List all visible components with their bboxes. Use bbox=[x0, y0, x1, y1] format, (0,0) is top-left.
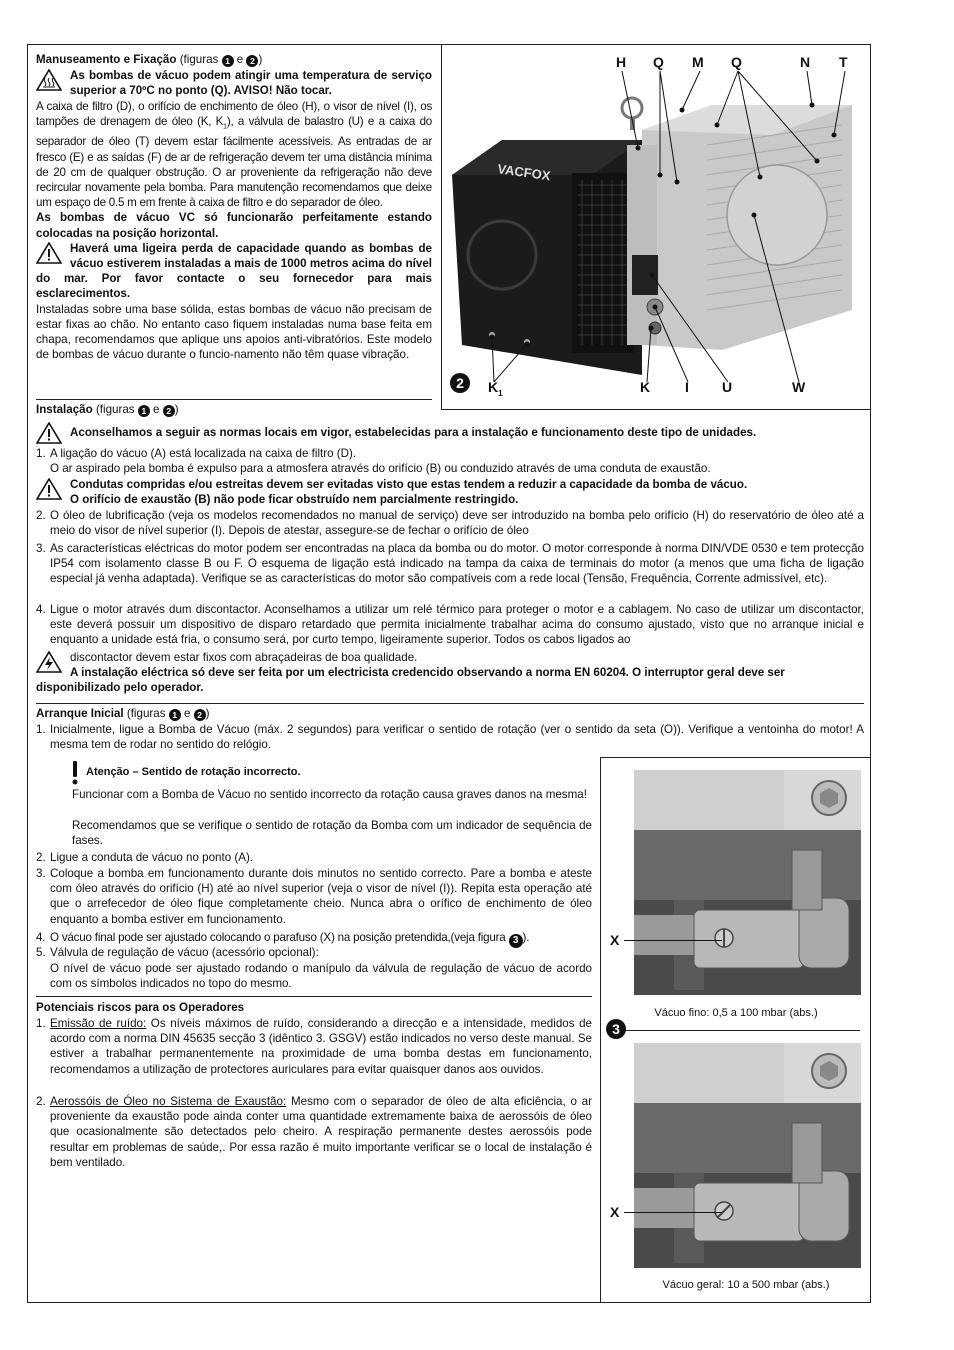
paragraph: A caixa de filtro (D), o orifício de enchimento de óleo (H), o visor de nível (I), os tampões de drenagem de óleo (K, $K_1$), a válvula de balastro (U) e a caixa do separador de óleo (T) devem estar fácilmente acessíveis. As entradas de ar fresco (E) e as saídas (F) de ar de refrigeração devem ter uma distância mínima de 20 cm de qualquer obstrução. O ar proveniente da refrigeração não deve recircular novamente pela bomba. Para manutenção recomendamos que deixe um espaço de 0.5 m em frente à caixa de filtro e do separador de óleo. bbox=[36, 99, 433, 210]
list-item-continuation: O ar aspirado pela bomba é expulso para a atmosfera através do orifício (B) ou conduzido através de uma conduta de exaustão. bbox=[50, 462, 711, 475]
figure-divider bbox=[624, 1030, 860, 1031]
section-title-risks: Potenciais riscos para os Operadores bbox=[36, 1001, 245, 1014]
warning-triangle-icon bbox=[36, 478, 62, 500]
brand-logo: VACFOX bbox=[496, 161, 552, 184]
callout-label-u: U bbox=[722, 379, 733, 395]
hot-surface-warning-icon bbox=[36, 69, 62, 91]
callout-label-n: N bbox=[800, 54, 811, 70]
list-item: 2. Aerossóis de Óleo no Sistema de Exaustão: Mesmo com o separador de óleo de alta eficiência, o ar proveniente da exaustão pode ainda conter uma quantidade extremamente baixa de aerossóis de óleo que ocasionalmente são detectados pelo cheiro. A respiração permanente destes aerossóis pode resultar em problemas de saúde,. Por essa razão é muito importante verificar se o local de instalação é bem ventilado. bbox=[36, 1095, 592, 1169]
list-item: 2. Ligue a conduta de vácuo no ponto (A). bbox=[36, 851, 254, 864]
figure-ref-1: 1 bbox=[222, 55, 234, 67]
figure-ref-2: 2 bbox=[194, 709, 206, 721]
list-item: 2. O óleo de lubrificação (veja os modelos recomendados no manual de serviço) deve ser introduzido na bomba pelo orifício (H) do reservatório de óleo até a meio do visor de nível superior (I). Depois de atestar, assegure-se de fechar o orifício de óleo bbox=[36, 509, 864, 538]
vacuum-pump-illustration bbox=[442, 45, 870, 409]
vacuum-screw-photo bbox=[634, 1043, 861, 1268]
callout-label-t: T bbox=[839, 54, 848, 70]
list-item: 1. Emissão de ruído: Os níveis máximos de ruído, considerando a direcção e a intensidade, medidos de acordo com a norma DIN 45635 secção 3 (idêntico 3. GSGV) estão indicados no verso deste manual. Se estiver a trabalhar permanentemente na proximidade de uma bomba destas em funcionamento, recomendamos a utilização de protectores auriculares para evitar quaisquer danos aos ouvidos. bbox=[36, 1017, 592, 1076]
divider bbox=[36, 996, 592, 997]
callout-label-x: X bbox=[610, 932, 620, 948]
warning-electrical: discontactor devem estar fixos com abraçadeiras de boa qualidade. A instalação eléctrica só deve ser feita por um electricista credencido observando a norma EN 60204. O interruptor geral deve ser disponibilizado pelo operador. bbox=[36, 651, 785, 695]
list-item-continuation: O nível de vácuo pode ser ajustado rodando o manípulo da válvula de regulação de vácuo de acordo com os símbolos indicados no topo do mesmo. bbox=[50, 962, 592, 991]
exclamation-icon bbox=[70, 761, 80, 785]
callout-label-i: I bbox=[685, 379, 689, 395]
list-item: 5. Válvula de regulação de vácuo (acessório opcional): bbox=[36, 946, 319, 959]
figure-ref-3: 3 bbox=[509, 934, 523, 948]
warning-heat: As bombas de vácuo podem atingir uma temperatura de serviço superior a 70ºC no ponto (Q). AVISO! Não tocar. bbox=[36, 68, 432, 98]
callout-label-k: K bbox=[640, 379, 651, 395]
figure-divider bbox=[600, 757, 601, 1303]
section-title: Manuseamento e Fixação (figuras 1 e 2 ) bbox=[36, 53, 263, 66]
caption-fine-vacuum: Vácuo fino: 0,5 a 100 mbar (abs.) bbox=[654, 1007, 818, 1019]
callout-label-h: H bbox=[616, 54, 627, 70]
figure-3-photo-fine-vacuum bbox=[634, 770, 861, 995]
callout-label-m: M bbox=[692, 54, 704, 70]
paragraph-horizontal: As bombas de vácuo VC só funcionarão perfeitamente estando colocadas na posição horizontal. bbox=[36, 211, 432, 240]
figure-number-3: 3 bbox=[606, 1019, 626, 1039]
figure-divider bbox=[600, 757, 871, 758]
figure-ref-1: 1 bbox=[169, 709, 181, 721]
warning-ducts: Condutas compridas e/ou estreitas devem ser evitadas visto que estas tendem a reduzir a capacidade da bomba de vácuo. O orifício de exaustão (B) não pode ficar obstruído nem parcialmente restringido. bbox=[36, 477, 864, 507]
callout-label-q: Q bbox=[653, 54, 664, 70]
callout-line bbox=[624, 1212, 722, 1213]
callout-label-k1: $K_1$ bbox=[488, 379, 503, 398]
list-item: 4. Ligue o motor através dum discontactor. Aconselhamos a utilizar um relé térmico para proteger o motor e a cablagem. No caso de utilizar um discontactor, este deverá possuir um dispositivo de disparo retardado que permita inicialmente trabalhar acima do consumo ajustado, visto que no arranque inicial e enquanto a unidade está fria, o consumo será, por curto tempo, ligeiramente superior. Todos os cabos ligados ao bbox=[36, 603, 864, 647]
list-item: 1. A ligação do vácuo (A) está localizada na caixa de filtro (D). bbox=[36, 447, 357, 460]
figure-number-2: 2 bbox=[450, 373, 470, 393]
callout-line bbox=[624, 940, 722, 941]
callout-label-w: W bbox=[792, 379, 806, 395]
figure-ref-1: 1 bbox=[138, 405, 150, 417]
warning-norms: Aconselhamos a seguir as normas locais em vigor, estabelecidas para a instalação e funcionamento deste tipo de unidades. bbox=[36, 421, 864, 444]
list-item: 3. Coloque a bomba em funcionamento durante dois minutos no sentido correcto. Pare a bomba e ateste com óleo através do orifício (H) até ao nível superior (veja o visor de nível (I)). Repita esta operação até que o arrefecedor de óleo fique completamente cheio. Nunca abra o orífico de enchimento de óleo enquanto a bomba estiver em funcionamento. bbox=[36, 867, 592, 926]
callout-label-q: Q bbox=[731, 54, 742, 70]
figure-2-pump-photo bbox=[442, 45, 870, 409]
list-item: 1. Inicialmente, ligue a Bomba de Vácuo (máx. 2 segundos) para verificar o sentido de rotação (ver o sentido da seta (O)). Verifique a ventoinha do motor! A mesma tem de rodar no sentido do relógio. bbox=[36, 723, 864, 752]
warning-triangle-icon bbox=[36, 242, 62, 264]
figure-ref-2: 2 bbox=[163, 405, 175, 417]
section-handling bbox=[36, 52, 432, 362]
paragraph-vibration: Instaladas sobre uma base sólida, estas bombas de vácuo não precisam de estar fixas ao chão. No entanto caso fiquem instaladas numa base feita em chapa, recomendamos que aplique uns apoios anti-vibratórios. Este modelo de bombas de vácuo durante o funcio-namento não têm quase vibração. bbox=[36, 302, 432, 362]
figure-ref-2: 2 bbox=[246, 55, 258, 67]
list-item: 4. O vácuo final pode ser ajustado colocando o parafuso (X) na posição pretendida,(veja figura 3 ). bbox=[36, 931, 530, 946]
electrical-hazard-icon bbox=[36, 651, 62, 673]
warning-triangle-icon bbox=[36, 422, 62, 444]
divider bbox=[36, 399, 432, 400]
vacuum-screw-photo bbox=[634, 770, 861, 995]
section-startup-title: Arranque Inicial (figuras 1 e 2 ) bbox=[36, 707, 210, 720]
list-item: 3. As características eléctricas do motor podem ser encontradas na placa da bomba ou do motor. O motor corresponde à norma DIN/VDE 0530 e tem protecção IP54 com isolamento classe B ou F. O esquema de ligação está indicado na tampa da caixa de terminais do motor (a menos que uma ficha de ligação especial já venha adaptada). Verifique se as características do motor são compatíveis com a rede local (Tensão, Frequência, Corrente admissível, etc). bbox=[36, 542, 864, 586]
warning-altitude: Haverá uma ligeira perda de capacidade quando as bombas de vácuo estiverem instaladas a mais de 1000 metros acima do nível do mar. Por favor contacte o seu fornecedor para mais esclarecimentos. bbox=[36, 241, 432, 301]
caption-general-vacuum: Vácuo geral: 10 a 500 mbar (abs.) bbox=[662, 1279, 830, 1291]
divider bbox=[36, 703, 864, 704]
callout-label-x: X bbox=[610, 1204, 620, 1220]
figure-3-photo-general-vacuum bbox=[634, 1043, 861, 1268]
section-title: Instalação (figuras 1 e 2 ) bbox=[36, 403, 179, 416]
section-installation bbox=[36, 402, 864, 417]
